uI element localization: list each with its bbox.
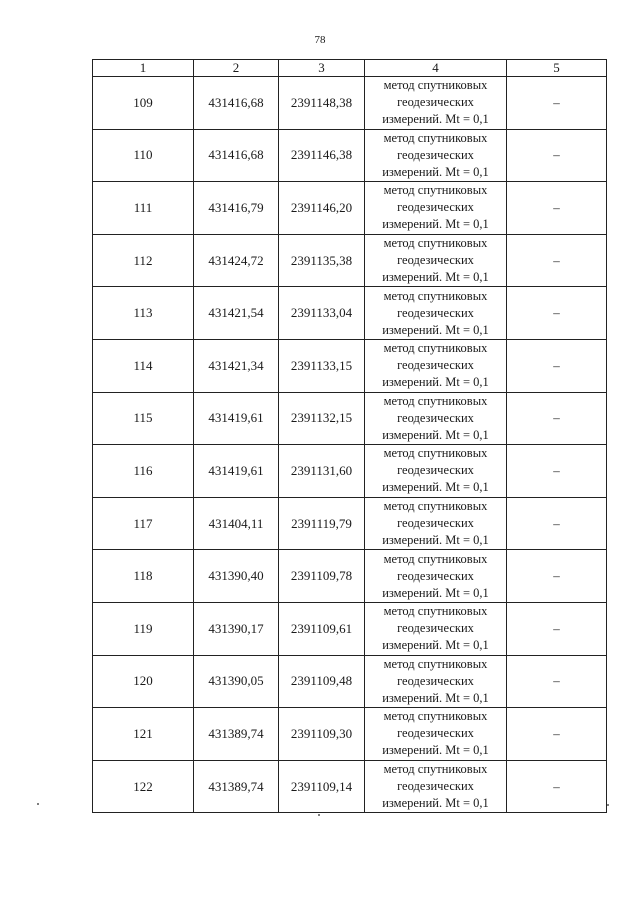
method-cell bbox=[365, 550, 507, 603]
method-line: геодезических bbox=[397, 726, 474, 741]
method-cell bbox=[365, 602, 507, 655]
note-cell: – bbox=[507, 550, 607, 603]
point-number-cell: 109 bbox=[93, 77, 194, 130]
method-cell bbox=[365, 182, 507, 235]
point-number-cell: 116 bbox=[93, 445, 194, 498]
method-cell bbox=[365, 287, 507, 340]
table-row bbox=[93, 77, 607, 130]
method-line: измерений. Mt = 0,1 bbox=[382, 217, 489, 232]
method-line: измерений. Mt = 0,1 bbox=[382, 480, 489, 495]
method-line: метод спутниковых bbox=[383, 236, 488, 251]
point-number-cell: 122 bbox=[93, 760, 194, 813]
table-body bbox=[93, 77, 607, 813]
x-coordinate-cell: 431421,54 bbox=[194, 287, 279, 340]
method-line: измерений. Mt = 0,1 bbox=[382, 533, 489, 548]
point-number-cell: 115 bbox=[93, 392, 194, 445]
point-number-cell: 113 bbox=[93, 287, 194, 340]
y-coordinate-cell: 2391109,48 bbox=[279, 655, 365, 708]
method-line: измерений. Mt = 0,1 bbox=[382, 743, 489, 758]
point-number-cell: 121 bbox=[93, 708, 194, 761]
method-cell bbox=[365, 497, 507, 550]
method-line: метод спутниковых bbox=[383, 604, 488, 619]
method-cell bbox=[365, 77, 507, 130]
note-cell: – bbox=[507, 760, 607, 813]
table-row bbox=[93, 445, 607, 498]
method-cell bbox=[365, 129, 507, 182]
x-coordinate-cell: 431404,11 bbox=[194, 497, 279, 550]
method-line: метод спутниковых bbox=[383, 656, 488, 671]
method-line: метод спутниковых bbox=[383, 393, 488, 408]
method-line: геодезических bbox=[397, 516, 474, 531]
x-coordinate-cell: 431419,61 bbox=[194, 392, 279, 445]
y-coordinate-cell: 2391135,38 bbox=[279, 234, 365, 287]
method-line: метод спутниковых bbox=[383, 288, 488, 303]
y-coordinate-cell: 2391146,38 bbox=[279, 129, 365, 182]
method-line: геодезических bbox=[397, 410, 474, 425]
note-cell: – bbox=[507, 182, 607, 235]
method-line: измерений. Mt = 0,1 bbox=[382, 638, 489, 653]
x-coordinate-cell: 431416,79 bbox=[194, 182, 279, 235]
note-cell: – bbox=[507, 392, 607, 445]
y-coordinate-cell: 2391109,14 bbox=[279, 760, 365, 813]
column-header-4: 4 bbox=[365, 60, 507, 77]
table-header-row bbox=[93, 60, 607, 77]
table-row bbox=[93, 129, 607, 182]
y-coordinate-cell: 2391133,15 bbox=[279, 339, 365, 392]
point-number-cell: 112 bbox=[93, 234, 194, 287]
note-cell: – bbox=[507, 708, 607, 761]
y-coordinate-cell: 2391133,04 bbox=[279, 287, 365, 340]
x-coordinate-cell: 431421,34 bbox=[194, 339, 279, 392]
note-cell: – bbox=[507, 339, 607, 392]
method-line: метод спутниковых bbox=[383, 499, 488, 514]
note-cell: – bbox=[507, 234, 607, 287]
method-cell bbox=[365, 234, 507, 287]
method-line: измерений. Mt = 0,1 bbox=[382, 585, 489, 600]
method-line: метод спутниковых bbox=[383, 183, 488, 198]
method-line: геодезических bbox=[397, 147, 474, 162]
method-line: измерений. Mt = 0,1 bbox=[382, 270, 489, 285]
x-coordinate-cell: 431390,17 bbox=[194, 602, 279, 655]
method-line: измерений. Mt = 0,1 bbox=[382, 427, 489, 442]
y-coordinate-cell: 2391109,78 bbox=[279, 550, 365, 603]
table-row bbox=[93, 655, 607, 708]
x-coordinate-cell: 431416,68 bbox=[194, 129, 279, 182]
y-coordinate-cell: 2391119,79 bbox=[279, 497, 365, 550]
note-cell: – bbox=[507, 655, 607, 708]
y-coordinate-cell: 2391131,60 bbox=[279, 445, 365, 498]
table-row bbox=[93, 234, 607, 287]
scan-speck bbox=[318, 814, 320, 816]
x-coordinate-cell: 431390,05 bbox=[194, 655, 279, 708]
table-row bbox=[93, 339, 607, 392]
method-cell bbox=[365, 339, 507, 392]
method-line: геодезических bbox=[397, 358, 474, 373]
table-row bbox=[93, 708, 607, 761]
column-header-5: 5 bbox=[507, 60, 607, 77]
method-line: метод спутниковых bbox=[383, 341, 488, 356]
note-cell: – bbox=[507, 497, 607, 550]
y-coordinate-cell: 2391146,20 bbox=[279, 182, 365, 235]
y-coordinate-cell: 2391109,61 bbox=[279, 602, 365, 655]
method-line: геодезических bbox=[397, 673, 474, 688]
method-line: геодезических bbox=[397, 305, 474, 320]
method-line: геодезических bbox=[397, 95, 474, 110]
method-line: геодезических bbox=[397, 568, 474, 583]
note-cell: – bbox=[507, 445, 607, 498]
x-coordinate-cell: 431424,72 bbox=[194, 234, 279, 287]
point-number-cell: 117 bbox=[93, 497, 194, 550]
point-number-cell: 111 bbox=[93, 182, 194, 235]
note-cell: – bbox=[507, 129, 607, 182]
point-number-cell: 114 bbox=[93, 339, 194, 392]
point-number-cell: 118 bbox=[93, 550, 194, 603]
table-row bbox=[93, 287, 607, 340]
method-line: геодезических bbox=[397, 253, 474, 268]
method-line: метод спутниковых bbox=[383, 709, 488, 724]
method-line: геодезических bbox=[397, 621, 474, 636]
method-cell bbox=[365, 445, 507, 498]
coordinates-table bbox=[92, 59, 607, 813]
note-cell: – bbox=[507, 602, 607, 655]
x-coordinate-cell: 431389,74 bbox=[194, 708, 279, 761]
scan-speck bbox=[37, 803, 39, 805]
table-row bbox=[93, 550, 607, 603]
table-row bbox=[93, 760, 607, 813]
table-row bbox=[93, 602, 607, 655]
method-line: измерений. Mt = 0,1 bbox=[382, 796, 489, 811]
method-line: метод спутниковых bbox=[383, 130, 488, 145]
method-line: геодезических bbox=[397, 200, 474, 215]
method-line: метод спутниковых bbox=[383, 446, 488, 461]
method-cell bbox=[365, 392, 507, 445]
column-header-2: 2 bbox=[194, 60, 279, 77]
method-line: измерений. Mt = 0,1 bbox=[382, 375, 489, 390]
method-line: метод спутниковых bbox=[383, 551, 488, 566]
method-line: метод спутниковых bbox=[383, 78, 488, 93]
table-row bbox=[93, 497, 607, 550]
scan-speck bbox=[607, 804, 609, 806]
x-coordinate-cell: 431419,61 bbox=[194, 445, 279, 498]
point-number-cell: 119 bbox=[93, 602, 194, 655]
method-cell bbox=[365, 655, 507, 708]
point-number-cell: 120 bbox=[93, 655, 194, 708]
table-row bbox=[93, 182, 607, 235]
y-coordinate-cell: 2391148,38 bbox=[279, 77, 365, 130]
x-coordinate-cell: 431390,40 bbox=[194, 550, 279, 603]
page-number: 78 bbox=[314, 34, 326, 46]
method-line: измерений. Mt = 0,1 bbox=[382, 164, 489, 179]
point-number-cell: 110 bbox=[93, 129, 194, 182]
method-line: метод спутниковых bbox=[383, 762, 488, 777]
method-line: измерений. Mt = 0,1 bbox=[382, 112, 489, 127]
note-cell: – bbox=[507, 77, 607, 130]
method-cell bbox=[365, 708, 507, 761]
y-coordinate-cell: 2391132,15 bbox=[279, 392, 365, 445]
note-cell: – bbox=[507, 287, 607, 340]
x-coordinate-cell: 431416,68 bbox=[194, 77, 279, 130]
method-line: геодезических bbox=[397, 779, 474, 794]
method-cell bbox=[365, 760, 507, 813]
method-line: измерений. Mt = 0,1 bbox=[382, 690, 489, 705]
y-coordinate-cell: 2391109,30 bbox=[279, 708, 365, 761]
column-header-1: 1 bbox=[93, 60, 194, 77]
column-header-3: 3 bbox=[279, 60, 365, 77]
x-coordinate-cell: 431389,74 bbox=[194, 760, 279, 813]
method-line: измерений. Mt = 0,1 bbox=[382, 322, 489, 337]
table-row bbox=[93, 392, 607, 445]
method-line: геодезических bbox=[397, 463, 474, 478]
